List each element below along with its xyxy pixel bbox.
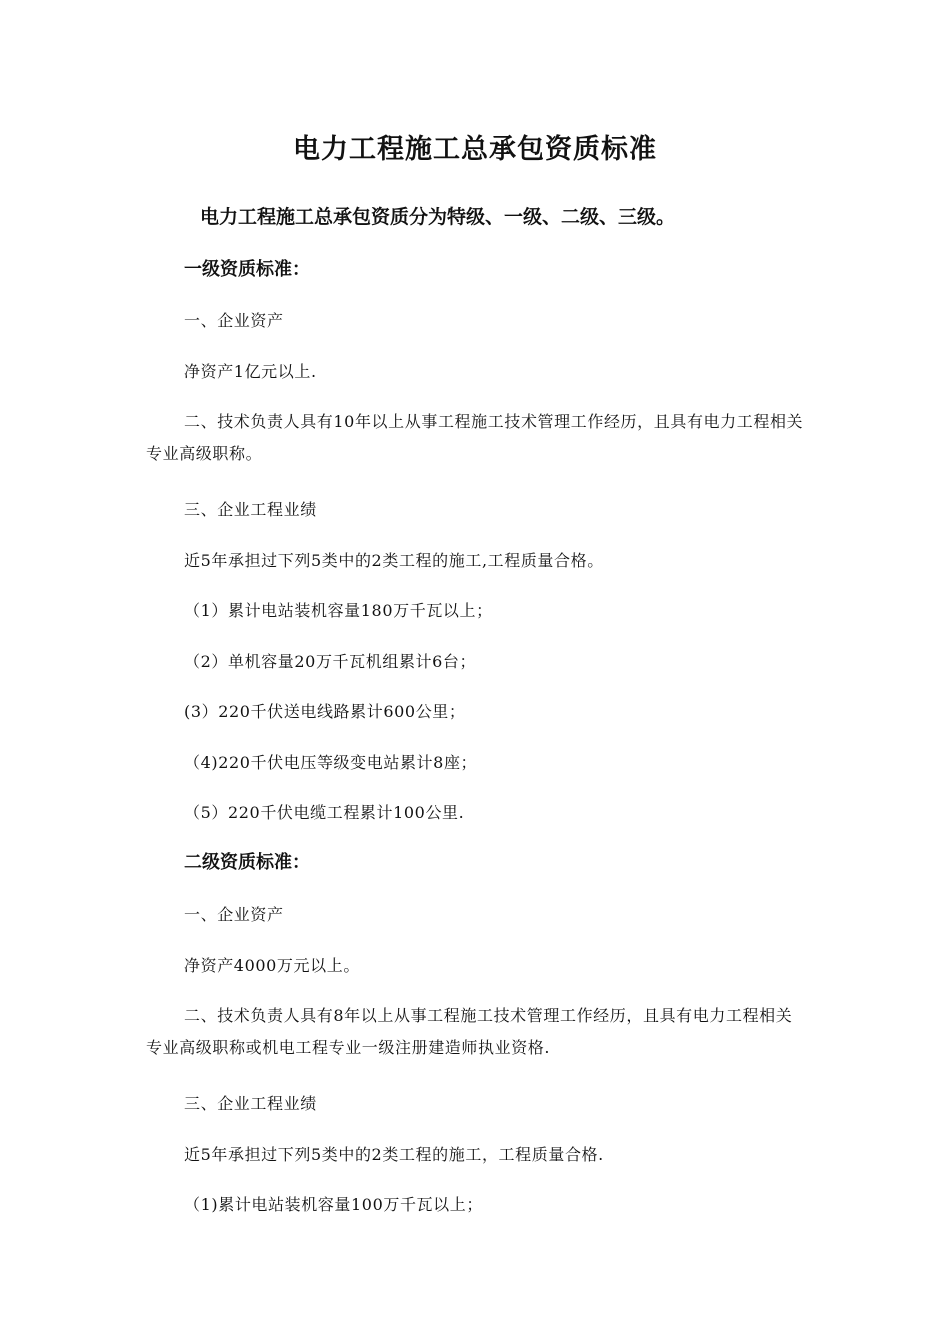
grade1-item-2: （2）单机容量20万千瓦机组累计6台； bbox=[184, 652, 477, 671]
grade1-performance-intro: 近5年承担过下列5类中的2类工程的施工,工程质量合格。 bbox=[184, 551, 604, 570]
grade1-item-1: （1）累计电站装机容量180万千瓦以上； bbox=[184, 601, 493, 620]
grade2-heading: 二级资质标准： bbox=[184, 852, 310, 873]
grade1-item-5: （5）220千伏电缆工程累计100公里. bbox=[184, 803, 465, 822]
grade1-heading: 一级资质标准： bbox=[184, 259, 310, 280]
grade2-performance-intro: 近5年承担过下列5类中的2类工程的施工，工程质量合格. bbox=[184, 1145, 604, 1164]
grade1-assets-text: 净资产1亿元以上. bbox=[184, 362, 317, 381]
grade2-item-1: （1)累计电站装机容量100万千瓦以上； bbox=[184, 1195, 483, 1214]
grade2-assets-text: 净资产4000万元以上。 bbox=[184, 956, 360, 975]
grade1-item-4: （4)220千伏电压等级变电站累计8座； bbox=[184, 753, 478, 772]
grade2-assets-heading: 一、企业资产 bbox=[184, 905, 284, 924]
document-subtitle: 电力工程施工总承包资质分为特级、一级、二级、三级。 bbox=[200, 206, 676, 228]
grade1-performance-heading: 三、企业工程业绩 bbox=[184, 500, 317, 519]
grade1-assets-heading: 一、企业资产 bbox=[184, 311, 284, 330]
grade1-item-3: (3）220千伏送电线路累计600公里； bbox=[184, 702, 466, 721]
grade2-tech-lead: 二、技术负责人具有8年以上从事工程施工技术管理工作经历，且具有电力工程相关专业高级职称或机电工程专业一级注册建造师执业资格. bbox=[146, 1006, 793, 1057]
document-title: 电力工程施工总承包资质标准 bbox=[293, 134, 657, 165]
grade1-tech-lead: 二、技术负责人具有10年以上从事工程施工技术管理工作经历，且具有电力工程相关专业高级职称。 bbox=[146, 412, 804, 463]
grade2-performance-heading: 三、企业工程业绩 bbox=[184, 1094, 317, 1113]
